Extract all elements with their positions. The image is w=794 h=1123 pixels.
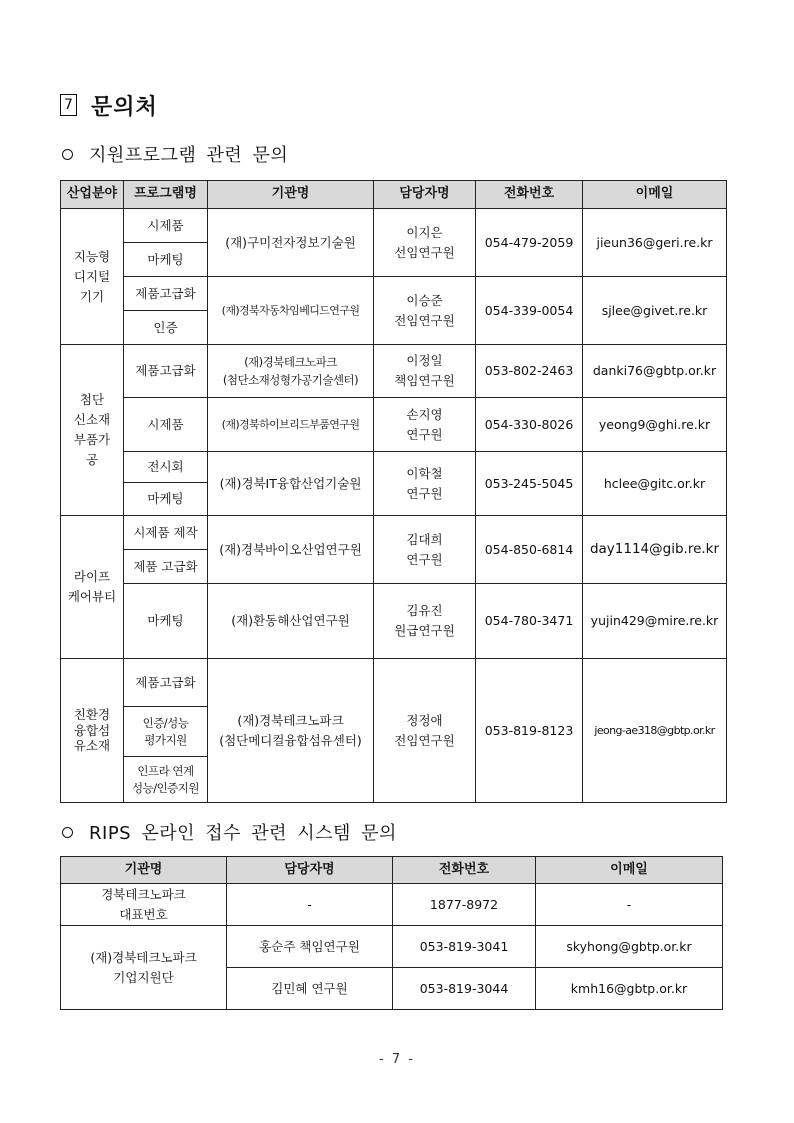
contact-cell: 이승준 전임연구원 xyxy=(374,277,476,345)
email-cell: jieun36@geri.re.kr xyxy=(583,209,727,277)
section-number-box: 7 xyxy=(60,94,77,116)
contact-cell: 손지영 연구원 xyxy=(374,398,476,452)
org-cell: (재)경북테크노파크 (첨단소재성형가공기술센터) xyxy=(208,345,374,398)
program-cell: 제품고급화 xyxy=(124,345,208,398)
program-cell: 시제품 xyxy=(124,209,208,243)
header-email: 이메일 xyxy=(536,857,723,884)
header-email: 이메일 xyxy=(583,181,727,209)
program-cell: 인증 xyxy=(124,311,208,345)
header-phone: 전화번호 xyxy=(393,857,536,884)
email-cell: danki76@gbtp.or.kr xyxy=(583,345,727,398)
email-cell: sjlee@givet.re.kr xyxy=(583,277,727,345)
field-cell: 친환경 융합섬 유소재 xyxy=(61,659,124,803)
program-cell: 인프라 연계 성능/인증지원 xyxy=(124,757,208,803)
contact-cell: 이지은 선임연구원 xyxy=(374,209,476,277)
rips-contact-table xyxy=(60,856,723,1010)
org-cell: 경북테크노파크 대표번호 xyxy=(61,884,227,926)
email-cell: skyhong@gbtp.or.kr xyxy=(536,926,723,968)
program-cell: 제품고급화 xyxy=(124,659,208,707)
phone-cell: 053-819-8123 xyxy=(476,659,583,803)
page-number: - 7 - xyxy=(379,1052,415,1067)
header-contact: 담당자명 xyxy=(374,181,476,209)
program-cell: 인증/성능 평가지원 xyxy=(124,707,208,757)
org-cell: (재)환동해산업연구원 xyxy=(208,584,374,659)
contact-cell: 김유진 원급연구원 xyxy=(374,584,476,659)
circle-bullet-icon xyxy=(62,149,73,160)
org-cell: (재)경북바이오산업연구원 xyxy=(208,516,374,584)
contact-cell: 김대희 연구원 xyxy=(374,516,476,584)
program-cell: 마케팅 xyxy=(124,483,208,516)
contact-cell: 홍순주 책임연구원 xyxy=(227,926,393,968)
program-cell: 시제품 xyxy=(124,398,208,452)
contact-cell: 정정애 전임연구원 xyxy=(374,659,476,803)
contact-cell: 이정일 책임연구원 xyxy=(374,345,476,398)
subheading-text: 지원프로그램 관련 문의 xyxy=(89,145,289,166)
org-cell: (재)경북IT융합산업기술원 xyxy=(208,452,374,516)
org-cell: (재)경북하이브리드부품연구원 xyxy=(208,398,374,452)
program-cell: 제품고급화 xyxy=(124,277,208,311)
program-cell: 전시회 xyxy=(124,452,208,483)
email-cell: jeong-ae318@gbtp.or.kr xyxy=(583,659,727,803)
org-cell: (재)경북자동차임베디드연구원 xyxy=(208,277,374,345)
email-cell: yeong9@ghi.re.kr xyxy=(583,398,727,452)
phone-cell: 054-780-3471 xyxy=(476,584,583,659)
subheading-program-inquiry xyxy=(60,141,288,167)
field-cell: 라이프 케어뷰티 xyxy=(61,516,124,659)
org-cell: (재)경북테크노파크 (첨단메디컬융합섬유센터) xyxy=(208,659,374,803)
contact-cell: - xyxy=(227,884,393,926)
program-cell: 시제품 제작 xyxy=(124,516,208,550)
phone-cell: 054-479-2059 xyxy=(476,209,583,277)
header-contact: 담당자명 xyxy=(227,857,393,884)
org-cell: (재)경북테크노파크 기업지원단 xyxy=(61,926,227,1010)
section-title: 문의처 xyxy=(91,94,158,120)
header-org: 기관명 xyxy=(208,181,374,209)
program-cell: 마케팅 xyxy=(124,243,208,277)
header-field: 산업분야 xyxy=(61,181,124,209)
field-cell: 첨단 신소재 부품가 공 xyxy=(61,345,124,516)
header-phone: 전화번호 xyxy=(476,181,583,209)
phone-cell: 1877-8972 xyxy=(393,884,536,926)
phone-cell: 053-819-3041 xyxy=(393,926,536,968)
header-org: 기관명 xyxy=(61,857,227,884)
phone-cell: 054-850-6814 xyxy=(476,516,583,584)
contact-cell: 김민혜 연구원 xyxy=(227,968,393,1010)
email-cell: hclee@gitc.or.kr xyxy=(583,452,727,516)
phone-cell: 053-819-3044 xyxy=(393,968,536,1010)
subheading-text: RIPS 온라인 접수 관련 시스템 문의 xyxy=(89,823,397,844)
email-cell: - xyxy=(536,884,723,926)
field-cell: 지능형 디지털 기기 xyxy=(61,209,124,345)
circle-bullet-icon xyxy=(62,827,73,838)
email-cell: day1114@gib.re.kr xyxy=(583,516,727,584)
program-cell: 제품 고급화 xyxy=(124,550,208,584)
header-program: 프로그램명 xyxy=(124,181,208,209)
subheading-rips-inquiry xyxy=(60,819,397,845)
program-contact-table xyxy=(60,180,727,803)
phone-cell: 053-245-5045 xyxy=(476,452,583,516)
phone-cell: 054-330-8026 xyxy=(476,398,583,452)
email-cell: kmh16@gbtp.or.kr xyxy=(536,968,723,1010)
org-cell: (재)구미전자정보기술원 xyxy=(208,209,374,277)
phone-cell: 053-802-2463 xyxy=(476,345,583,398)
contact-cell: 이학철 연구원 xyxy=(374,452,476,516)
phone-cell: 054-339-0054 xyxy=(476,277,583,345)
email-cell: yujin429@mire.re.kr xyxy=(583,584,727,659)
section-heading xyxy=(60,88,158,122)
program-cell: 마케팅 xyxy=(124,584,208,659)
